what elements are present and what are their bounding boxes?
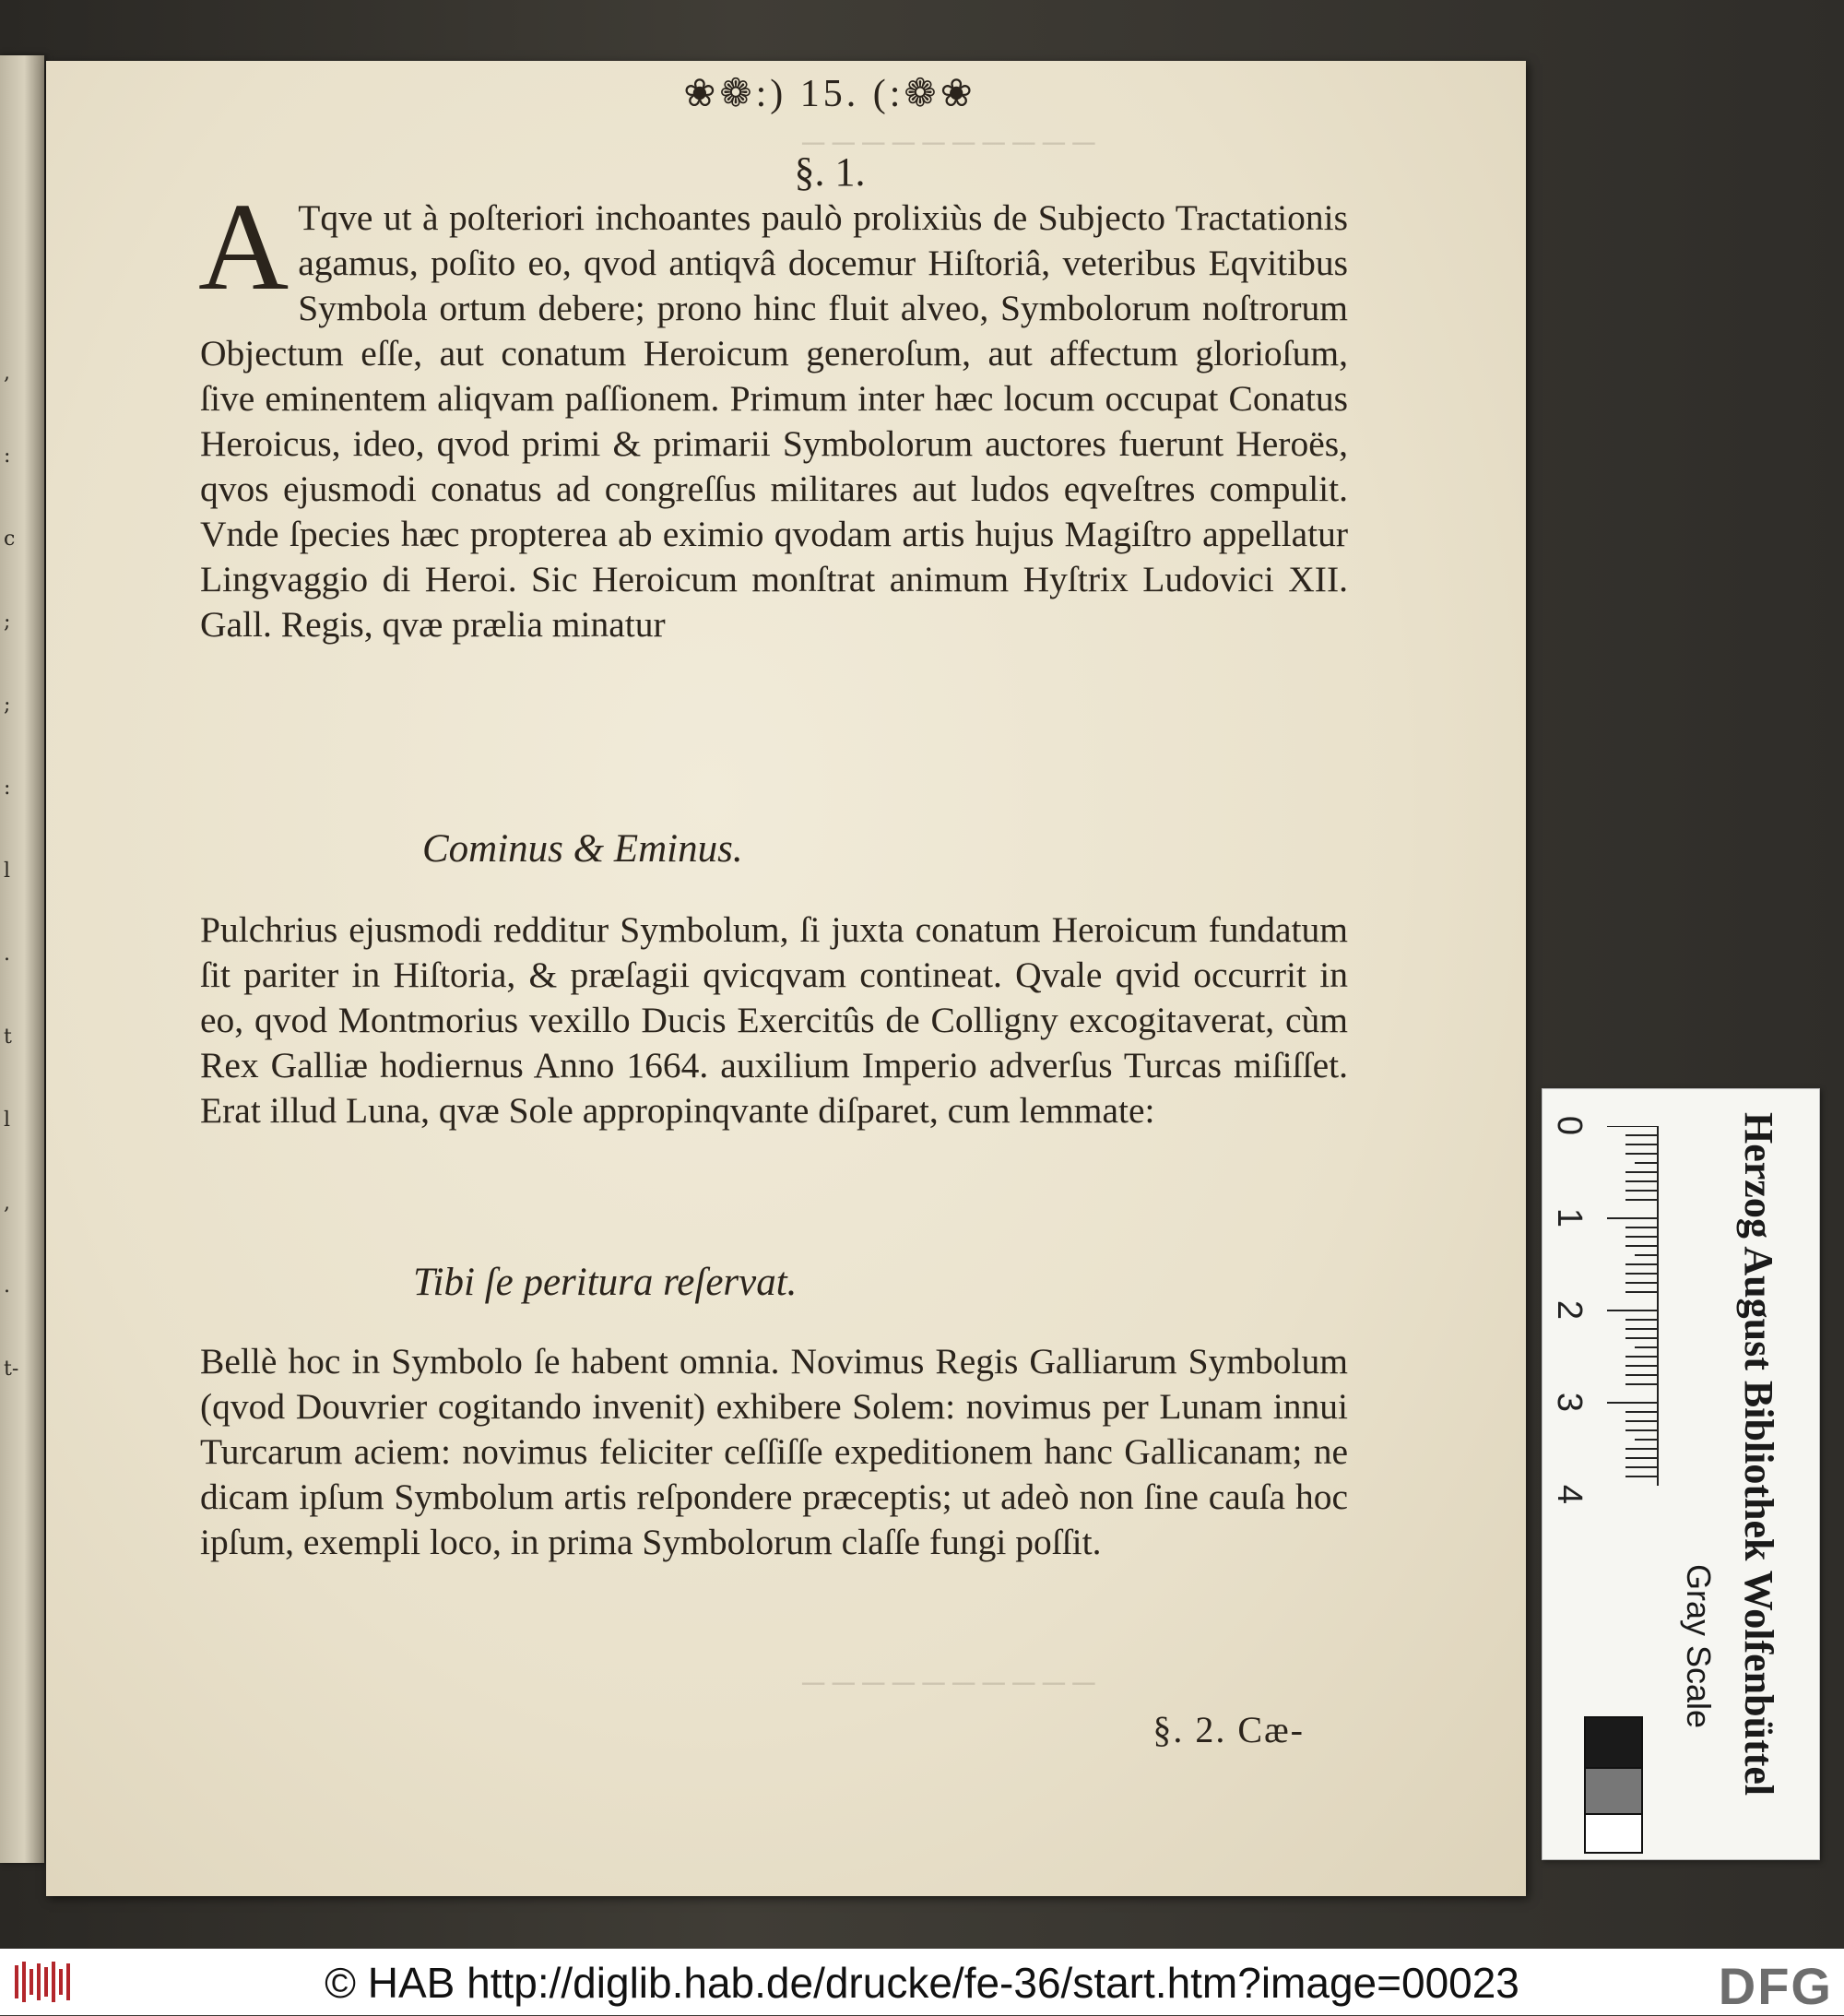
- bleed-through-text: ─ ─ ─ ─ ─ ─ ─ ─ ─ ─: [802, 126, 1095, 160]
- paragraph-2: [200, 907, 1348, 1133]
- dfg-logo: DFG: [1718, 1957, 1833, 2015]
- swatch-black: [1584, 1716, 1643, 1772]
- page-header: ❀❁:) 15. (:❁❀: [683, 73, 976, 115]
- ruler-ticks: [1607, 1126, 1662, 1486]
- ruler-number-1: 1: [1550, 1207, 1590, 1228]
- ruler-number-2: 2: [1550, 1299, 1590, 1321]
- ruler-number-0: 0: [1550, 1115, 1590, 1136]
- scale-card: [1542, 1088, 1820, 1860]
- drop-cap: A: [198, 178, 290, 316]
- spine-marks: , : c ; ; : l . t l , . t-: [4, 362, 19, 1381]
- paragraph-1-text: Tqve ut à poſteriori inchoantes paulò prolixiùs de Subjecto Tractationis agamus, poſito eo, qvod antiqvâ docemur Hiſtoriâ, veteribus Eqvitibus Symbola ortum debere; prono hinc fluit alveo, Symbolorum noſtrorum Objectum eſſe, aut conatum Heroicum generoſum, aut affectum glorioſum, ſive eminentem aliqvam paſſionem. Primum inter hæc locum occupat Conatus Heroicus, ideo, qvod primi & primarii Symbolorum auctores fuerunt Heroës, qvos ejusmodi conatus ad congreſſus militares aut ludos eqveſtres compulit. Vnde ſpecies hæc propterea ab eximio qvodam artis hujus Magiſtro appellatur Lingvaggio di Heroi. Sic Heroicum monſtrat animum Hyſtrix Ludovici XII. Gall. Regis, qvæ prælia minatur: [200, 197, 1348, 645]
- gray-scale-label: Gray Scale: [1680, 1564, 1718, 1729]
- scale-card-labels: [1681, 1112, 1791, 1841]
- paragraph-2-text: Pulchrius ejusmodi redditur Symbolum, ſi juxta conatum Heroicum fundatum ſit pariter in Hiſtoria, & præſagii qvicqvam contineat. Qvale qvid occurrit in eo, qvod Montmorius vexillo Ducis Exercitûs de Colligny excogitaverat, cùm Rex Galliæ hodiernus Anno 1664. auxilium Imperio adverſus Turcas miſiſſet. Erat illud Luna, qvæ Sole appropinqvante diſparet, cum lemmate:: [200, 909, 1348, 1131]
- paragraph-1: [198, 178, 1348, 647]
- motto-cominus: Cominus & Eminus.: [422, 827, 743, 871]
- motto-tibi: Tibi ſe peritura reſervat.: [413, 1261, 798, 1304]
- ruler-number-4: 4: [1550, 1484, 1590, 1505]
- catchword: §. 2. Cæ-: [1152, 1709, 1305, 1750]
- ruler-number-3: 3: [1550, 1392, 1590, 1413]
- swatch-white: [1584, 1813, 1643, 1854]
- paragraph-3: [200, 1339, 1348, 1565]
- paragraph-3-text: Bellè hoc in Symbolo ſe habent omnia. Novimus Regis Galliarum Symbolum (qvod Douvrier cogitando invenit) exhibere Solem: novimus per Lunam innui Turcarum aciem: novimus feliciter ceſſiſſe expeditionem hanc Gallicanam; ne dicam ipſum Symbolum artis reſpondere præceptis; ut adeò non ſine cauſa hoc ipſum, exempli loco, in prima Symbolorum claſſe fungi poſſit.: [200, 1341, 1348, 1562]
- footer-bar: [0, 1949, 1844, 2015]
- section-heading: §. 1.: [794, 149, 866, 195]
- book-page: [46, 61, 1526, 1896]
- institution-label: Herzog August Bibliothek Wolfenbüttel: [1736, 1112, 1781, 1797]
- footer-credit: © HAB http://diglib.hab.de/drucke/fe-36/start.htm?image=00023: [325, 1959, 1519, 2007]
- bleed-through-text-bottom: ─ ─ ─ ─ ─ ─ ─ ─ ─ ─: [802, 1666, 1095, 1701]
